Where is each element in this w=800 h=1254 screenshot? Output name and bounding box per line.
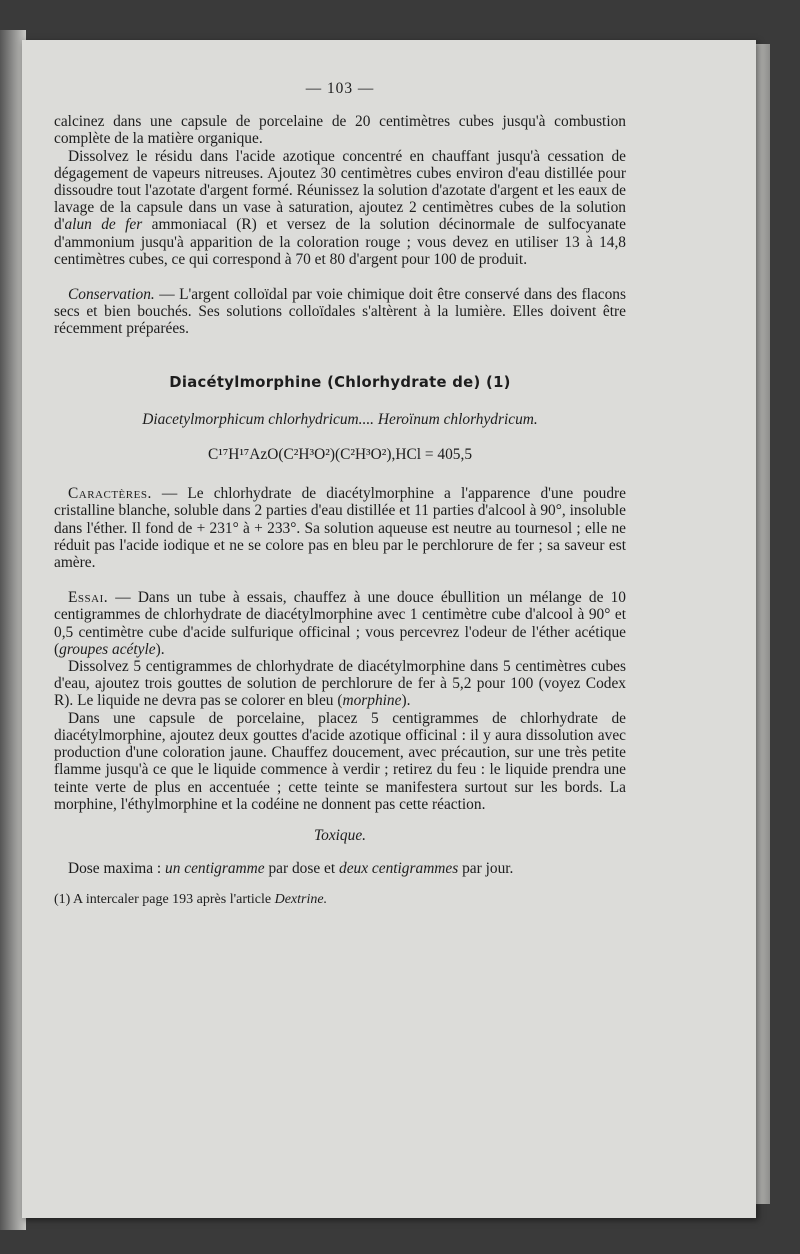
text-span: Dissolvez le résidu dans l'acide azotique concentré en chauffant jusqu'à cessation de dégagement de vapeurs nitreuses. Ajoutez 30 centimètres cubes environ d'eau distillée pour dissoudre tout l'azotate d'argent formé. Réunissez la solution d'azotate d'argent et les eaux de lavage de la capsule dans un vase à saturation, ajoutez 2 centimètres cubes de la solution d' <box>54 147 626 234</box>
conservation-label: Conservation. <box>68 286 155 304</box>
caracteres-label: Caractères. <box>68 485 152 503</box>
text-span: ). <box>401 692 411 710</box>
paragraph-capsule: Dans une capsule de porcelaine, placez 5 centigrammes de chlorhydrate de diacétylmorphine, ajoutez deux gouttes d'acide azotique officinal : il y aura dissolution avec production d'une coloration jaune. Chauffez doucement, avec précaution, sur une très petite flamme jusqu'à ce que le liquide commence à verdir ; retirez du feu : le liquide prendra une teinte verte de plus en accentuée ; cette teinte se manifestera surtout sur les bords. La morphine, l'éthylmorphine et la codéine ne donnent pas cette réaction. <box>54 709 626 813</box>
italic-term: morphine <box>342 692 402 710</box>
italic-term: deux centigrammes <box>339 860 459 878</box>
italic-term: un centigramme <box>165 860 265 878</box>
caracteres-text: — Le chlorhydrate de diacétylmorphine a l'apparence d'une poudre cristalline blanche, soluble dans 2 parties d'eau distillée et 11 parties d'alcool à 90°, insoluble dans l'éther. Il fond de + 231° à + 233°. Sa solution aqueuse est neutre au tournesol ; elle ne réduit pas l'acide iodique et ne se colore pas en bleu par le perchlorure de fer ; sa saveur est amère. <box>54 485 626 572</box>
essai-label: Essai. <box>68 589 109 607</box>
paragraph-dissolvez-residu <box>54 148 626 268</box>
paragraph-conservation <box>54 286 626 338</box>
toxique-label: Toxique. <box>313 826 367 844</box>
page-edge <box>756 44 770 1204</box>
text-span: Dissolvez 5 centigrammes de chlorhydrate de diacétylmorphine dans 5 centimètres cubes d'eau, ajoutez trois gouttes de solution de perchlorure de fer à 5,2 pour 100 (voyez Codex R). Le liquide ne devra pas se colorer en bleu ( <box>54 658 626 710</box>
page-number: — 103 — <box>305 80 375 97</box>
latin-names: Diacetylmorphicum chlorhydricum.... Heroïnum chlorhydricum. <box>142 410 538 428</box>
text-span: (1) A intercaler page 193 après l'article <box>54 892 275 908</box>
text-span: Dose maxima : <box>68 860 166 878</box>
paragraph-dissolvez-5cg <box>54 658 626 710</box>
text-span: ammoniacal (R) et versez de la solution décinormale de sulfocyanate d'ammonium jusqu'à apparition de la coloration rouge ; vous devez en utiliser 13 à 14,8 centimètres cubes, ce qui correspond à 70 et 80 d'argent pour 100 de produit. <box>54 216 627 268</box>
section-heading: Diacétylmorphine (Chlorhydrate de) (1) <box>169 373 511 391</box>
text-span: — Dans un tube à essais, chauffez à une douce ébullition un mélange de 10 centigrammes de chlorhydrate de diacétylmorphine avec 1 centimètre cube d'alcool à 90° et 0,5 centimètre cube d'acide sulfurique officinal ; vous percevrez l'odeur de l'éther acétique ( <box>54 589 626 658</box>
text-span: ). <box>155 640 165 658</box>
paragraph-calcinez: calcinez dans une capsule de porcelaine de 20 centimètres cubes jusqu'à combustion complète de la matière organique. <box>54 113 626 148</box>
italic-term: alun de fer <box>64 216 143 234</box>
paragraph-essai <box>54 589 626 658</box>
italic-term: Dextrine. <box>274 892 328 908</box>
paragraph-caracteres <box>54 485 626 571</box>
text-span: par jour. <box>458 860 514 878</box>
footnote <box>54 891 626 908</box>
italic-term: groupes acétyle <box>59 640 156 658</box>
chemical-formula: C¹⁷H¹⁷AzO(C²H³O²)(C²H³O²),HCl = 405,5 <box>207 446 473 464</box>
page-text <box>54 80 626 909</box>
text-span: par dose et <box>264 860 339 878</box>
conservation-text: — L'argent colloïdal par voie chimique doit être conservé dans des flacons secs et bien bouchés. Ses solutions colloïdales s'altèrent à la lumière. Elles doivent être récemment préparées. <box>54 286 626 338</box>
paragraph-dose-maxima <box>54 860 626 877</box>
